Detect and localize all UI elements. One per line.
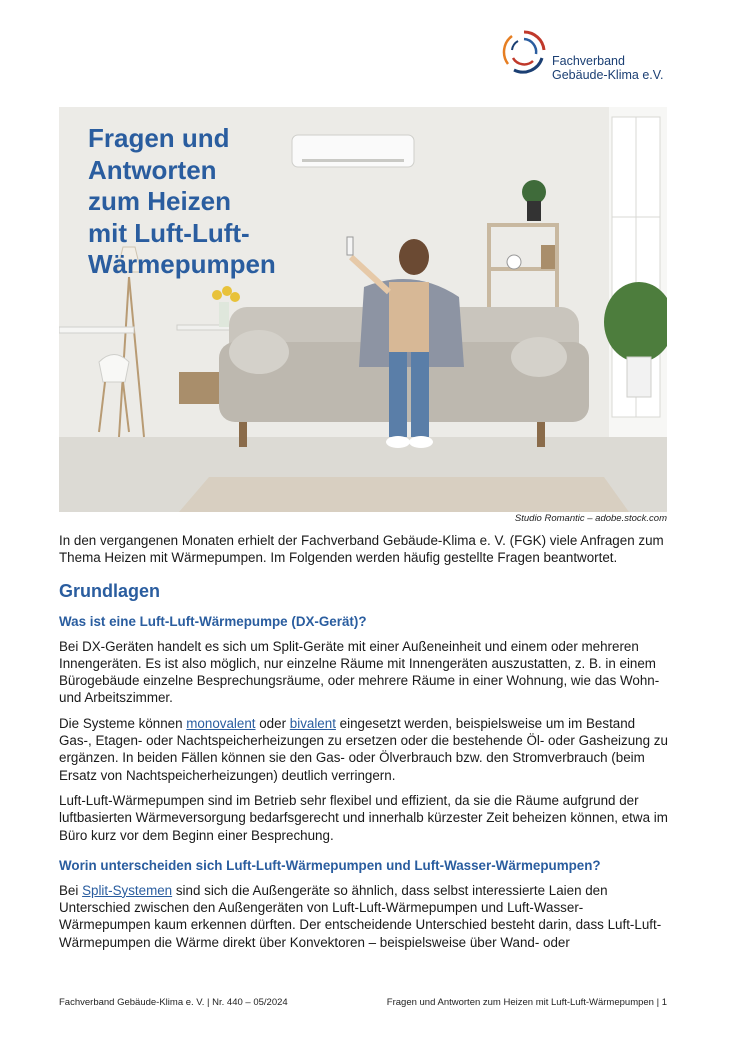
image-credit: Studio Romantic – adobe.stock.com <box>514 513 667 524</box>
hero-title-line: zum Heizen <box>88 186 232 216</box>
fgk-logo <box>500 28 680 88</box>
text-segment: eingesetzt werden, beispielsweise um im Bestand Gas-, Etagen- oder Nachtspeicherheizungen zu ersetzen oder die bestehende Öl- oder Gasheizung zu ergänzen. In beiden Fällen können sie den Gas- oder Ölverbrauch bzw. den Stromverbrauch (beim Ersatz von Nachtspeicherheizungen) deutlich verringern. <box>59 715 668 783</box>
question-heading: Was ist eine Luft-Luft-Wärmepumpe (DX-Gerät)? <box>59 613 367 629</box>
answer-paragraph: Luft-Luft-Wärmepumpen sind im Betrieb sehr flexibel und effizient, da sie die Räume aufgrund der luftbasierten Wärmeversorgung bedarfsgerecht und innerhalb kürzester Zeit beheizen können, etwa im Büro kurz vor dem Beginn einer Besprechung. <box>59 792 668 843</box>
hero-image <box>59 107 667 512</box>
link-bivalent[interactable]: bivalent <box>289 715 336 731</box>
hero-title-line: Fragen und <box>88 123 230 153</box>
hero-title-line: Wärmepumpen <box>88 249 276 279</box>
footer-right: Fragen und Antworten zum Heizen mit Luft-Luft-Wärmepumpen | 1 <box>386 997 667 1008</box>
answer-paragraph <box>59 882 671 951</box>
answer-paragraph: Bei DX-Geräten handelt es sich um Split-Geräte mit einer Außeneinheit und einem oder mehreren Innengeräten. Es ist also möglich, nur einzelne Räume mit Innengeräten auszustatten, z. B. in einem Bürogebäude einzelne Besprechungsräume, oder mehrere Räume in einer Wohnung, wie das Wohn- und Arbeitszimmer. <box>59 638 660 706</box>
answer-paragraph <box>59 715 671 784</box>
hero-title-line: Antworten <box>88 154 217 185</box>
hero-title <box>88 123 276 281</box>
question-heading: Worin unterscheiden sich Luft-Luft-Wärmepumpen und Luft-Wasser-Wärmepumpen? <box>59 857 601 873</box>
link-split-systeme[interactable]: Split-Systemen <box>82 882 173 898</box>
logo-line-1: Fachverband <box>552 54 625 68</box>
page-footer <box>59 997 667 1008</box>
link-monovalent[interactable]: monovalent <box>186 715 256 731</box>
logo-line-2: Gebäude-Klima e.V. <box>552 68 664 82</box>
intro-paragraph: In den vergangenen Monaten erhielt der Fachverband Gebäude-Klima e. V. (FGK) viele Anfragen zum Thema Heizen mit Wärmepumpen. Im Folgenden werden häufig gestellte Fragen beantwortet. <box>59 533 664 566</box>
text-segment: Bei <box>59 882 83 898</box>
section-heading: Grundlagen <box>59 580 161 601</box>
circular-swirl-logo-icon <box>500 28 548 76</box>
text-segment: oder <box>255 715 290 731</box>
footer-left: Fachverband Gebäude-Klima e. V. | Nr. 440 – 05/2024 <box>59 997 288 1008</box>
text-segment: Die Systeme können <box>59 715 187 731</box>
hero-title-line: mit Luft-Luft- <box>88 217 250 248</box>
main-content <box>59 532 671 959</box>
text-segment: sind sich die Außengeräte so ähnlich, dass selbst interessierte Laien den Unterschied zwischen den Außengeräten von Luft-Luft-Wärmepumpen und Luft-Wasser-Wärmepumpen kaum erkennen dürften. Der entscheidende Unterschied besteht darin, dass Luft-Luft-Wärmepumpen die Wärme direkt über Konvektoren – beispielsweise über Wand- oder <box>59 882 662 950</box>
